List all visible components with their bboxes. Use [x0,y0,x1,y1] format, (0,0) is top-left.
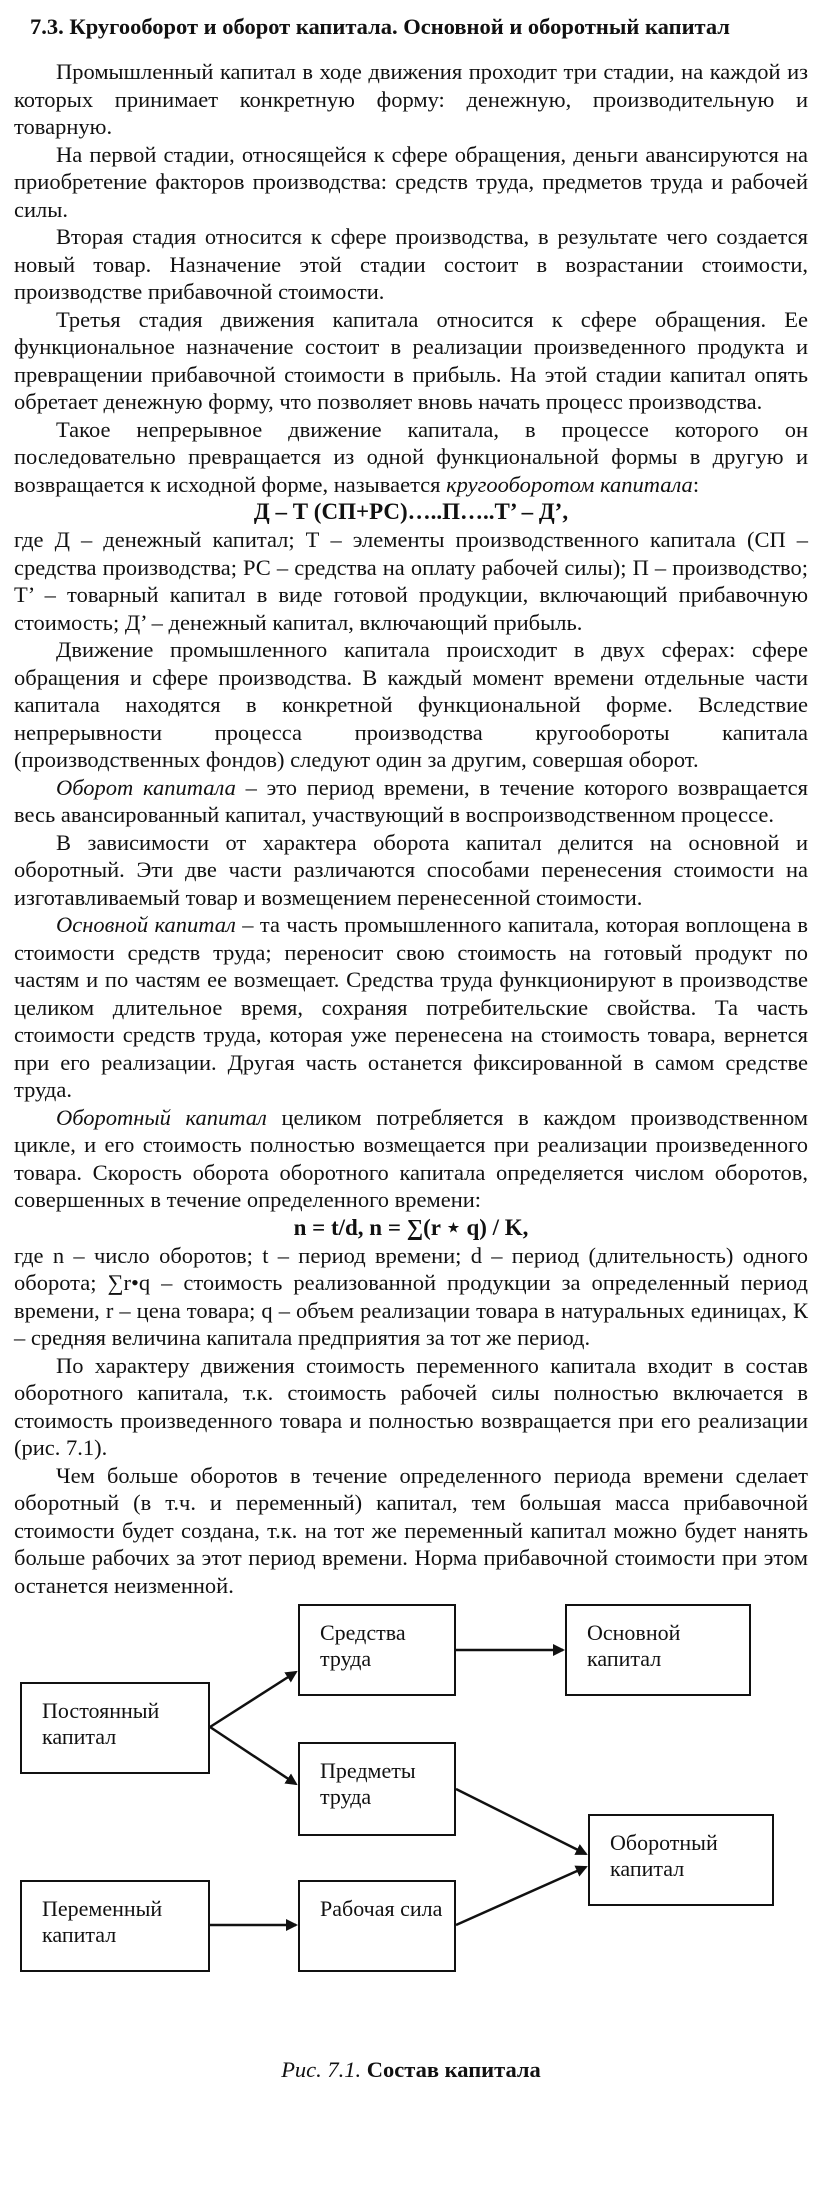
box-fixed-capital: Основной капитал [565,1604,751,1696]
figure-caption [0,2055,822,2085]
section-title: 7.3. Кругооборот и оборот капитала. Основной и оборотный капитал [30,14,730,39]
box-constant-capital: Постоянный капитал [20,1682,210,1774]
paragraph-12: где n – число оборотов; t – период времени; d – период (длительность) одного оборота; ∑r•q – стоимость реализованной продукции за определенный период времени, r – цена товара; q – объем реализации товара в натуральных единицах, К – средняя величина капитала предприятия за тот же период. [14,1242,808,1350]
term-circulation: кругооборотом капитала [446,471,693,497]
box-labor-force: Рабочая сила [298,1880,456,1972]
formula-circulation: Д – Т (СП+РС)…..П…..Т’ – Д’, [253,499,569,524]
arrow-labor-to-working [456,1867,586,1925]
figure-number: Рис. 7.1. [281,2057,362,2082]
paragraph-13: По характеру движения стоимость переменного капитала входит в состав оборотного капитала, т.к. стоимость рабочей силы полностью включается в стоимость произведенного товара и полностью возвращается при его реализации (рис. 7.1). [14,1352,808,1460]
paragraph-5-end: : [692,471,700,497]
paragraph-9: В зависимости от характера оборота капитал делится на основной и оборотный. Эти две части различаются способами перенесения стоимости на изготавливаемый товар и возмещением перенесенной стоимости. [14,829,808,910]
paragraph-3: Вторая стадия относится к сфере производства, в результате чего создается новый товар. Назначение этой стадии состоит в возрастании стоимости, производстве прибавочной стоимости. [14,224,808,304]
arrow-constant-to-objects [210,1727,296,1784]
figure-title: Состав капитала [366,2057,541,2082]
arrow-constant-to-means [210,1672,296,1727]
term-working-capital: Оборотный капитал [56,1104,267,1130]
box-objects-of-labor: Предметы труда [298,1742,456,1836]
paragraph-6: где Д – денежный капитал; Т – элементы производственного капитала (СП – средства производства; РС – средства на оплату рабочей силы); П – производство; Т’ – товарный капитал в виде готовой продукции, включающий прибавочную стоимость; Д’ – денежный капитал, включающий прибыль. [14,527,808,635]
box-means-of-labor: Средства труда [298,1604,456,1696]
paragraph-5 [14,416,808,499]
text-column [14,12,808,1599]
paragraph-8 [14,774,808,829]
paragraph-5-text: Такое непрерывное движение капитала, в процессе которого он последовательно превращается из одной функциональной формы в другую и возвращается к исходной форме, называется [14,416,808,497]
paragraph-8-text: – это период времени, в течение которого возвращается весь авансированный капитал, участвующий в воспроизводственном процессе. [14,774,809,827]
formula-turnover: n = t/d, n = ∑(r ⋆ q) / K, [293,1214,529,1240]
term-turnover: Оборот капитала [56,774,236,800]
paragraph-4: Третья стадия движения капитала относится к сфере обращения. Ее функциональное назначение состоит в реализации произведенного продукта и превращении прибавочной стоимости в прибыль. На этой стадии капитал опять обретает денежную форму, что позволяет вновь начать процесс производства. [14,306,808,414]
box-working-capital: Оборотный капитал [588,1814,774,1906]
paragraph-7: Движение промышленного капитала происходит в двух сферах: сфере обращения и сфере производства. В каждый момент времени отдельные части капитала находятся в конкретной функциональной форме. Вследствие непрерывности процесса производства кругообороты капитала (производственных фондов) следуют один за другим, совершая оборот. [14,637,808,772]
capital-structure-diagram [0,1592,822,2012]
term-fixed-capital: Основной капитал [56,912,236,937]
box-variable-capital: Переменный капитал [20,1880,210,1972]
paragraph-11-text: целиком потребляется в каждом производственном цикле, и его стоимость полностью возмещается при реализации произведенного товара. Скорость оборота оборотного капитала определяется числом оборотов, совершенных в течение определенного времени: [14,1104,809,1212]
paragraph-1: Промышленный капитал в ходе движения проходит три стадии, на каждой из которых принимает конкретную форму: денежную, производительную и товарную. [14,59,808,139]
paragraph-2: На первой стадии, относящейся к сфере обращения, деньги авансируются на приобретение факторов производства: средств труда, предметов труда и рабочей силы. [14,141,808,222]
arrow-objects-to-working [456,1789,586,1854]
paragraph-10 [14,911,808,1104]
paragraph-14: Чем больше оборотов в течение определенного периода времени сделает оборотный (в т.ч. и переменный) капитал, тем большая масса прибавочной стоимости будет создана, т.к. на тот же переменный капитал можно будет нанять больше рабочих за этот период времени. Норма прибавочной стоимости при этом останется неизменной. [14,1462,808,1598]
paragraph-10-text: – та часть промышленного капитала, которая воплощена в стоимости средств труда; переносит свою стоимость на готовый продукт по частям и по частям ее возмещает. Средства труда функционируют в производстве целиком длительное время, сохраняя потребительские свойства. Та часть стоимости средств труда, которая уже перенесена на стоимость товара, вернется при его реализации. Другая часть останется фиксированной в самом средстве труда. [14,912,808,1102]
paragraph-11 [14,1104,808,1214]
